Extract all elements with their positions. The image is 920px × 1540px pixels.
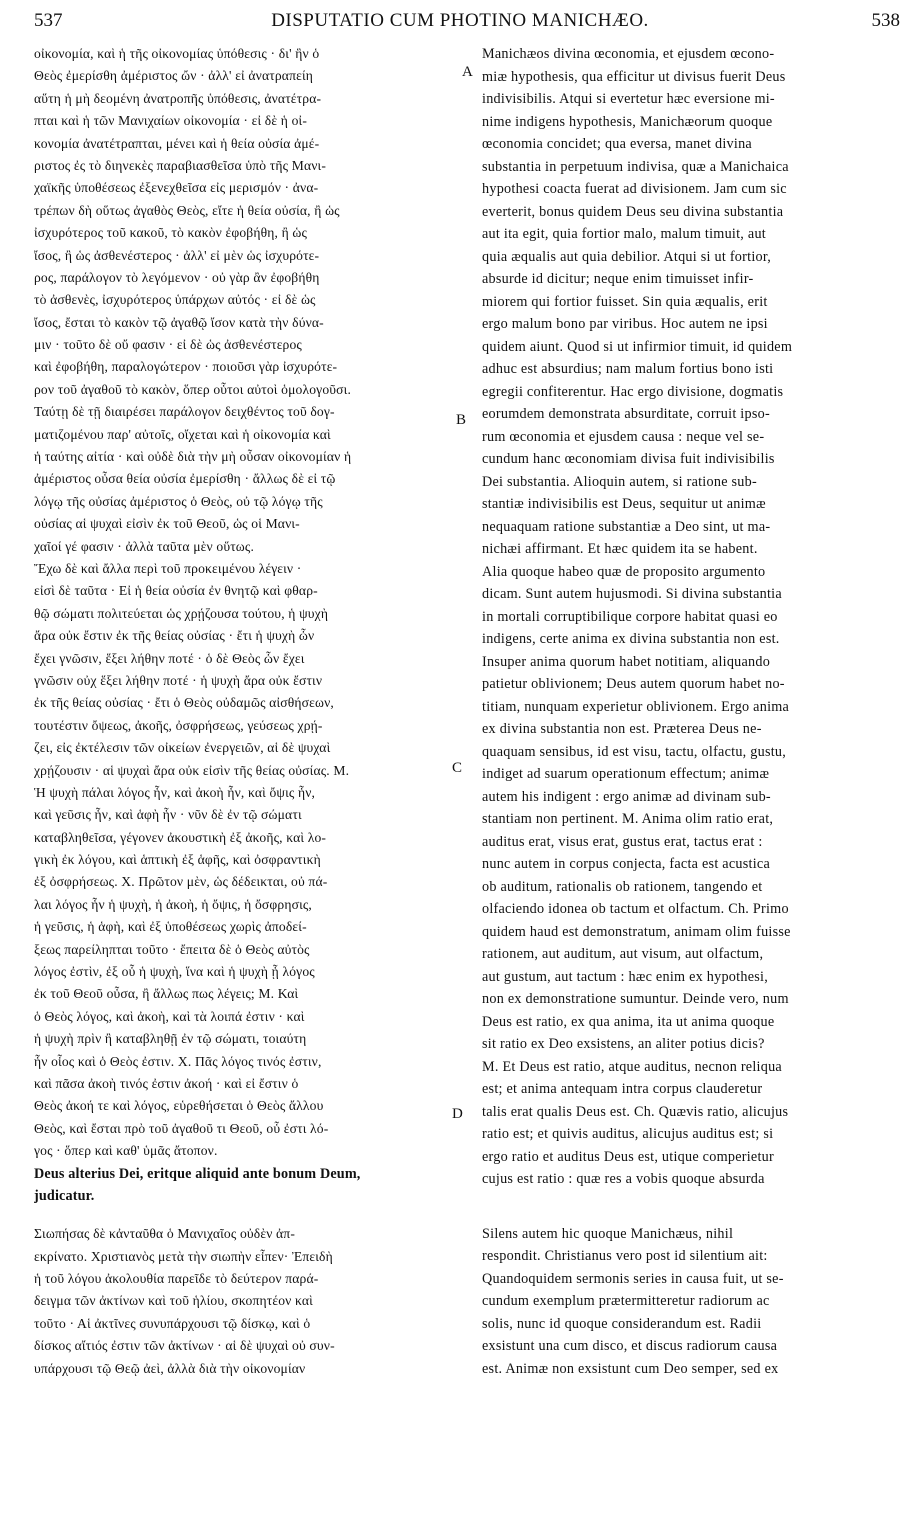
- text-line: ἡ ψυχὴ πρὶν ἢ καταβληθῇ ἐν τῷ σώματι, τοιαύτη: [34, 1031, 307, 1047]
- text-line: everterit, bonus quidem Deus seu divina substantia: [482, 203, 784, 220]
- page-number-left: 537: [34, 10, 63, 31]
- text-line: indivisibilis. Atqui si evertetur hæc eversione mi-: [482, 91, 775, 107]
- text-line: Manichæos divina œconomia, et ejusdem œcono-: [482, 46, 775, 62]
- text-line: dicam. Sunt autem hujusmodi. Si divina substantia: [482, 586, 782, 602]
- page-number-right: 538: [871, 10, 900, 31]
- text-line: μιν · τοῦτο δὲ οὔ φασιν · εἰ δὲ ὡς ἀσθενέστερος: [34, 337, 302, 353]
- text-line: ἰσχυρότερος τοῦ κακοῦ, τὸ κακὸν ἐφοβήθη, ἢ ὡς: [34, 225, 308, 241]
- text-line: sit ratio ex Deo exsistens, an aliter potius dicis?: [482, 1036, 765, 1052]
- text-line: autem his indigent : ergo animæ ad divinam sub-: [482, 788, 771, 805]
- text-line: Θεὸς ἐμερίσθη ἀμέριστος ὤν · ἀλλ' εἰ ἀνατραπείη: [34, 68, 314, 84]
- text-line: ματιζομένου παρ' αὐτοῖς, οἴχεται καὶ ἡ οἰκονομία καὶ: [34, 426, 331, 442]
- latin-text-column: [482, 43, 880, 1380]
- text-line: οὐσίας αἱ ψυχαὶ εἰσὶν ἐκ τοῦ Θεοῦ, ὡς οἱ Μανι-: [34, 516, 300, 532]
- text-line: in mortali corruptibilique corpore habitat quasi eo: [482, 608, 778, 625]
- text-line: γος · ὅπερ καὶ καθ' ὑμᾶς ἄτοπον.: [34, 1143, 218, 1159]
- text-line: κονομία ἀνατέτραπται, μένει καὶ ἡ θεία οὐσία ἀμέ-: [34, 135, 320, 151]
- text-line: miorem qui fortior fuisset. Sin quia æqualis, erit: [482, 293, 768, 310]
- text-line: γικὴ ἐκ λόγου, καὶ ἁπτικὴ ἐξ ἁφῆς, καὶ ὀσφραντικὴ: [34, 852, 321, 868]
- text-line: indigens, certe anima ex divina substantia non est.: [482, 631, 780, 647]
- text-line: Σιωπήσας δὲ κἀνταῦθα ὁ Μανιχαῖος οὐδὲν ἀπ-: [34, 1226, 295, 1242]
- text-line: τρέπων δὴ οὕτως ἀγαθὸς Θεὸς, εἴτε ἡ θεία οὐσία, ἢ ὡς: [34, 202, 340, 218]
- text-line: ἴσος, ἔσται τὸ κακὸν τῷ ἀγαθῷ ἴσον κατὰ τὴν δύνα-: [34, 314, 324, 330]
- text-line: ρον τοῦ ἀγαθοῦ τὸ κακὸν, ὅπερ οὗτοι αὐτοὶ ὁμολογοῦσι.: [34, 381, 352, 397]
- text-line: ergo ratio et auditus Deus est, utique comperietur: [482, 1148, 774, 1165]
- text-line: nichæi affirmant. Et hæc quidem ita se habent.: [482, 541, 758, 557]
- text-line: λόγος ἐστὶν, ἐξ οὗ ἡ ψυχὴ, ἵνα καὶ ἡ ψυχὴ ᾖ λόγος: [34, 964, 315, 980]
- text-line: ἴσος, ἢ ὡς ἀσθενέστερος · ἀλλ' εἰ μὲν ὡς ἰσχυρότε-: [34, 247, 320, 263]
- section-marker-b: B: [456, 412, 467, 428]
- text-line: titiam, nunquam experietur oblivionem. Ergo anima: [482, 698, 790, 715]
- text-line: Ταύτῃ δὲ τῇ διαιρέσει παράλογον δειχθέντος τοῦ δογ-: [34, 404, 335, 420]
- text-line: cujus est ratio : quæ res a vobis quoque absurda: [482, 1171, 765, 1187]
- text-line: ergo malum bono par viribus. Hoc autem ne ipsi: [482, 316, 768, 332]
- text-line: τουτέστιν ὄψεως, ἀκοῆς, ὀσφρήσεως, γεύσεως χρῄ-: [34, 717, 323, 733]
- text-line: ἡ ταύτης αἰτία · καὶ οὐδὲ διὰ τὴν μὴ οὖσαν οἰκονομίαν ἡ: [34, 449, 352, 465]
- text-line: πται καὶ ἡ τῶν Μανιχαίων οἰκονομία · εἰ δὲ ἡ οἰ-: [34, 113, 307, 129]
- text-line: ἡ γεῦσις, ἡ ἁφὴ, καὶ ἐξ ὑποθέσεως χωρὶς ἀποδεί-: [34, 919, 307, 935]
- text-line: nequaquam ratione substantiæ a Deo sint, ut ma-: [482, 518, 771, 535]
- text-line: οἰκονομία, καὶ ἡ τῆς οἰκονομίας ὑπόθεσις · δι' ἣν ὁ: [34, 46, 320, 61]
- text-line: cundum exemplum prætermitteretur radiorum ac: [482, 1293, 770, 1309]
- paragraph-gap: [482, 1207, 880, 1223]
- text-line: absurde id dicitur; neque enim timuisset infir-: [482, 271, 754, 287]
- text-line: υπάρχουσι τῷ Θεῷ ἀεὶ, ἀλλὰ διὰ τὴν οἰκονομίαν: [34, 1360, 306, 1376]
- text-line: eorumdem demonstrata absurditate, corruit ipso-: [482, 406, 770, 422]
- text-line: stantiam non pertinent. M. Anima olim ratio erat,: [482, 811, 774, 827]
- text-line: Quandoquidem sermonis series in causa fuit, ut se-: [482, 1270, 784, 1287]
- text-line: Dei substantia. Alioquin autem, si ratione sub-: [482, 473, 757, 490]
- text-line: τοῦτο · Αἱ ἀκτῖνες συνυπάρχουσι τῷ δίσκῳ, καὶ ὁ: [34, 1315, 311, 1331]
- text-line: χαϊκῆς ὑποθέσεως ἐξενεχθεῖσα εἰς μερισμόν · ἀνα-: [34, 180, 319, 196]
- text-line: Θεὸς ἀκοή τε καὶ λόγος, εὑρεθήσεται ὁ Θεὸς ἄλλου: [34, 1098, 324, 1114]
- text-line: δειγμα τῶν ἀκτίνων καὶ τοῦ ἡλίου, σκοπητέον καὶ: [34, 1293, 313, 1309]
- text-line: quaquam sensibus, id est visu, tactu, olfactu, gustu,: [482, 743, 787, 760]
- text-line: quidem aiunt. Quod si ut infirmior timuit, id quidem: [482, 338, 793, 355]
- text-line: talis erat qualis Deus est. Ch. Quævis ratio, alicujus: [482, 1103, 789, 1120]
- text-line: ριστος ἐς τὸ διηνεκὲς παραβιασθεῖσα ὑπὸ τῆς Μανι-: [34, 157, 326, 173]
- text-line: τὸ ἀσθενὲς, ἰσχυρότερος ὑπάρχων αὐτός · εἰ δὲ ὡς: [34, 292, 316, 308]
- text-line: λόγῳ τῆς οὐσίας ἀμέριστος ὁ Θεὸς, οὐ τῷ λόγῳ τῆς: [34, 493, 323, 509]
- text-line: solis, nunc id quoque considerandum est. Radii: [482, 1315, 762, 1332]
- text-line: miæ hypothesis, qua efficitur ut divisus fuerit Deus: [482, 68, 786, 85]
- text-line: olfaciendo idonea ob tactum et olfactum. Ch. Primo: [482, 901, 789, 917]
- text-line: patietur oblivionem; Deus autem quorum habet no-: [482, 676, 785, 692]
- text-line: hypothesi coacta fuerat ad divisionem. Jam cum sic: [482, 181, 787, 197]
- text-line: Silens autem hic quoque Manichæus, nihil: [482, 1225, 734, 1242]
- text-line: rum œconomia et ejusdem causa : neque vel se-: [482, 428, 765, 445]
- text-line: quidem haud est demonstratum, animam olim fuisse: [482, 923, 791, 940]
- text-line: αὕτη ἡ μὴ δεομένη ἀνατροπῆς ὑπόθεσις, ἀνατέτρα-: [34, 90, 322, 106]
- text-line: M. Et Deus est ratio, atque auditus, necnon reliqua: [482, 1058, 782, 1075]
- text-line: exsistunt una cum disco, et discus radiorum causa: [482, 1338, 778, 1354]
- text-line: ρος, παράλογον τὸ λεγόμενον · οὐ γὰρ ἂν ἐφοβήθη: [34, 269, 320, 285]
- text-line: rationem, aut auditum, aut visum, aut olfactum,: [482, 946, 764, 962]
- section-marker-c: C: [452, 760, 463, 776]
- text-line: ἐκ τοῦ Θεοῦ οὖσα, ἢ ἄλλως πως λέγεις; Μ. Καὶ: [34, 986, 299, 1002]
- text-line: ἐξ ὀσφρήσεως. Χ. Πρῶτον μὲν, ὡς δέδεικται, οὐ πά-: [34, 874, 328, 890]
- text-line: καταβληθεῖσα, γέγονεν ἀκουστικὴ ἐξ ἀκοῆς, καὶ λο-: [34, 829, 327, 845]
- paragraph-gap: [482, 1191, 880, 1207]
- text-line: Insuper anima quorum habet notitiam, aliquando: [482, 653, 771, 670]
- text-line: substantia in perpetuum indivisa, quæ a Manichaica: [482, 158, 789, 175]
- text-line: ἔχει γνῶσιν, ἕξει λήθην ποτέ · ὁ δὲ Θεὸς ὧν ἔχει: [34, 650, 305, 666]
- text-line: Alia quoque habeo quæ de proposito argumento: [482, 563, 766, 580]
- text-line: Deus est ratio, ex qua anima, ita ut anima quoque: [482, 1013, 775, 1030]
- text-line: καὶ γεῦσις ἦν, καὶ ἁφὴ ἦν · νῦν δὲ ἐν τῷ σώματι: [34, 807, 302, 823]
- text-line: Ἔχω δὲ καὶ ἄλλα περὶ τοῦ προκειμένου λέγειν ·: [34, 560, 302, 576]
- text-line: ἦν οἷος καὶ ὁ Θεὸς ἐστιν. Χ. Πᾶς λόγος τινός ἐστιν,: [34, 1053, 322, 1069]
- text-line: aut gustum, aut tactum : hæc enim ex hypothesi,: [482, 968, 768, 985]
- text-line: respondit. Christianus vero post id silentium ait:: [482, 1248, 768, 1264]
- text-line: χαῖοί γέ φασιν · ἀλλὰ ταῦτα μὲν οὕτως.: [34, 538, 254, 554]
- text-line: egregii confiterentur. Hac ergo divisione, dogmatis: [482, 383, 784, 400]
- text-line: œconomia concidet; qua eversa, manet divina: [482, 136, 752, 152]
- text-line: ξεως παρείληπται τοῦτο · ἔπειτα δὲ ὁ Θεὸς αὐτὸς: [34, 941, 310, 957]
- text-line: καὶ ἐφοβήθη, παραλογώτερον · ποιοῦσι γὰρ ἰσχυρότε-: [34, 359, 338, 375]
- text-line: ἀμέριστος οὖσα θεία οὐσία ἐμερίσθη · ἄλλως δὲ εἰ τῷ: [34, 471, 336, 487]
- text-line: δίσκος αἴτιός ἐστιν τῶν ἀκτίνων · αἱ δὲ ψυχαὶ οὐ συν-: [34, 1338, 335, 1354]
- text-line: γνῶσιν οὐχ ἕξει λήθην ποτέ · ἡ ψυχὴ ἄρα οὐκ ἔστιν: [34, 672, 323, 688]
- text-line: ἐκ τῆς θείας οὐσίας · ἔτι ὁ Θεὸς οὐδαμῶς αἰσθήσεων,: [34, 695, 334, 711]
- text-line: auditus erat, visus erat, gustus erat, tactus erat :: [482, 833, 763, 850]
- text-line: adhuc est absurdius; nam malum fortius bono isti: [482, 361, 774, 377]
- text-line: Θεὸς, καὶ ἔσται πρὸ τοῦ ἀγαθοῦ τι Θεοῦ, οὗ ἐστι λό-: [34, 1120, 329, 1136]
- text-line: εκρίνατο. Χριστιανὸς μετὰ τὴν σιωπὴν εἶπεν· Ἐπειδὴ: [34, 1248, 333, 1264]
- text-line: χρῄζουσιν · αἱ ψυχαὶ ἄρα οὐκ εἰσὶν τῆς θείας οὐσίας. Μ.: [34, 762, 350, 778]
- text-line: est; et anima antequam intra corpus clauderetur: [482, 1081, 763, 1097]
- text-line: ob auditum, rationalis ob rationem, tangendo et: [482, 878, 763, 895]
- text-line: εἰσὶ δὲ ταῦτα · Εἰ ἡ θεία οὐσία ἐν θνητῷ καὶ φθαρ-: [34, 583, 318, 599]
- text-line: judicatur.: [34, 1187, 95, 1204]
- running-title: DISPUTATIO CUM PHOTINO MANICHÆO.: [271, 10, 649, 31]
- text-line: nunc autem in corpus conjecta, facta est acustica: [482, 856, 770, 872]
- text-line: Deus alterius Dei, eritque aliquid ante bonum Deum,: [34, 1165, 361, 1182]
- text-line: ζει, εἰς ἐκτέλεσιν τῶν οἰκείων ἐνεργειῶν, αἱ δὲ ψυχαὶ: [34, 740, 331, 756]
- text-line: ἄρα οὐκ ἔστιν ἐκ τῆς θείας οὐσίας · ἔτι ἡ ψυχὴ ὧν: [34, 628, 315, 644]
- paragraph-gap: [34, 1207, 460, 1223]
- section-marker-d: D: [452, 1106, 463, 1122]
- text-line: non ex demonstratione sumuntur. Deinde vero, num: [482, 991, 789, 1007]
- text-line: ex divina substantia non est. Præterea Deus ne-: [482, 721, 762, 737]
- text-line: Ἡ ψυχὴ πάλαι λόγος ἦν, καὶ ἀκοὴ ἦν, καὶ ὄψις ἦν,: [34, 784, 316, 800]
- text-line: ἡ τοῦ λόγου ἀκολουθία παρεῖδε τὸ δεύτερον παρά-: [34, 1271, 319, 1287]
- text-line: quia æqualis aut quia debilior. Atqui si ut fortior,: [482, 248, 772, 265]
- text-line: ratio est; et quivis auditus, alicujus auditus est; si: [482, 1126, 774, 1142]
- text-line: θῷ σώματι πολιτεύεται ὡς χρῄζουσα τούτου, ἡ ψυχὴ: [34, 605, 329, 621]
- text-line: λαι λόγος ἦν ἡ ψυχὴ, ἡ ἀκοὴ, ἡ ὄψις, ἡ ὄσφρησις,: [34, 896, 312, 912]
- text-line: aut ita egit, quia fortior malo, malum timuit, aut: [482, 226, 766, 242]
- text-line: cundum hanc œconomiam divisa fuit indivisibilis: [482, 451, 775, 467]
- text-line: stantiæ indivisibilis est Deus, sequitur ut animæ: [482, 496, 766, 512]
- text-line: ὁ Θεὸς λόγος, καὶ ἀκοὴ, καὶ τὰ λοιπά ἐστιν · καὶ: [34, 1008, 305, 1024]
- greek-text-column: [34, 43, 463, 1380]
- text-line: καὶ πᾶσα ἀκοὴ τινός ἐστιν ἀκοή · καὶ εἰ ἔστιν ὁ: [34, 1075, 299, 1091]
- text-line: nime indigens hypothesis, Manichæorum quoque: [482, 113, 773, 130]
- text-line: est. Animæ non exsistunt cum Deo semper, sed ex: [482, 1360, 779, 1377]
- section-marker-a: A: [462, 64, 473, 80]
- page-header: [20, 6, 900, 46]
- text-line: indiget ad suarum operationum effectum; animæ: [482, 766, 770, 782]
